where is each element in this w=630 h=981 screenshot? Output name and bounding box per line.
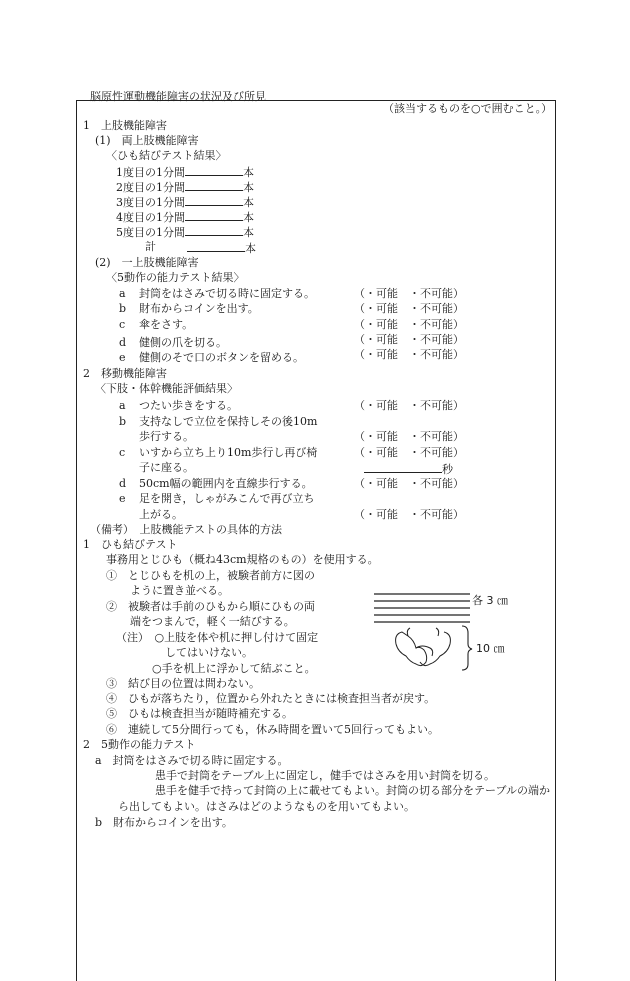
mobility-c-choice[interactable]: （・可能 ・不可能） [354,446,464,459]
mobility-b-choice[interactable]: （・可能 ・不可能） [354,430,464,443]
caution-line2: してはいけない。 [165,646,253,659]
action-e-letter: e [119,351,126,364]
five-actions-method-heading: 2 5動作の能力テスト [83,738,196,751]
mobility-c-seconds: 秒 [364,461,453,477]
action-d-letter: d [119,336,127,349]
string-test-row-1: 1度目の1分間 本 [116,166,254,179]
section2-heading: 2 移動機能障害 [83,367,167,380]
method-a-line3: ら出してもよい。はさみはどのようなものを用いてもよい。 [118,800,415,813]
mobility-a-text: つたい歩きをする。 [139,399,238,412]
mobility-c-line2: 子に座る。 [139,461,194,474]
action-b-letter: b [119,302,127,315]
blank-line[interactable] [364,461,442,473]
step3: ③ 結び目の位置は問わない。 [106,677,260,690]
action-d-text: 健側の爪を切る。 [139,336,227,349]
blank-line[interactable] [185,224,243,236]
action-d-choice[interactable]: （・可能 ・不可能） [354,333,464,346]
action-b-text: 財布からコインを出す。 [139,302,259,315]
string-test-total-label: 計 [145,240,156,253]
notes-heading: （備考） 上肢機能テストの具体的方法 [90,523,283,536]
step5: ⑤ ひもは検査担当が随時補充する。 [106,707,293,720]
method-a-line2: 患手を健手で持って封筒の上に載せてもよい。封筒の切る部分をテーブルの端か [155,784,551,797]
five-actions-heading: 〈5動作の能力テスト結果〉 [106,271,245,284]
method-a-heading: a 封筒をはさみで切る時に固定する。 [95,754,289,767]
string-test-total: 本 [187,240,256,256]
step2-line1: ② 被験者は手前のひもから順にひもの両 [106,600,315,613]
blank-line[interactable] [185,164,243,176]
caution-line1: （注） ○上肢を体や机に押し付けて固定 [116,631,319,644]
step1-line2: ように置き並べる。 [130,584,229,597]
action-a-letter: a [119,287,126,300]
mobility-e-choice[interactable]: （・可能 ・不可能） [354,508,464,521]
mobility-a-choice[interactable]: （・可能 ・不可能） [354,399,464,412]
section1-sub2-heading: (2) 一上肢機能障害 [95,256,199,269]
step1-line1: ① とじひもを机の上，被験者前方に図の [106,569,315,582]
action-c-letter: c [119,318,126,331]
mobility-a-letter: a [119,399,126,412]
string-test-method-heading: 1 ひも結びテスト [83,538,178,551]
action-c-text: 傘をさす。 [139,318,194,331]
document-title: 脳原性運動機能障害の状況及び所見 [90,90,266,103]
blank-line[interactable] [185,194,243,206]
string-test-row-3: 3度目の1分間 本 [116,196,254,209]
mobility-test-heading: 〈下肢・体幹機能評価結果〉 [95,382,238,395]
string-test-row-2: 2度目の1分間 本 [116,181,254,194]
mobility-e-letter: e [119,492,126,505]
step6: ⑥ 連続して5分間行っても，休み時間を置いて5回行ってもよい。 [106,723,439,736]
blank-line[interactable] [185,179,243,191]
action-e-text: 健側のそで口のボタンを留める。 [139,351,304,364]
mobility-c-letter: c [119,446,126,459]
mobility-b-line2: 歩行する。 [139,430,194,443]
caution-line3: ○手を机上に浮かして結ぶこと。 [152,662,316,675]
step4: ④ ひもが落ちたり，位置から外れたときには検査担当者が戻す。 [106,692,436,705]
mobility-b-line1: 支持なしで立位を保持しその後10m [139,415,318,428]
mobility-b-letter: b [119,415,127,428]
spacing-label: 各 3 ㎝ [472,594,508,607]
action-b-choice[interactable]: （・可能 ・不可能） [354,302,464,315]
section1-heading: 1 上肢機能障害 [83,119,167,132]
section1-sub1-heading: (1) 両上肢機能障害 [95,134,199,147]
mobility-d-text: 50cm幅の範囲内を直線歩行する。 [139,477,313,490]
mobility-e-line2: 上がる。 [139,508,183,521]
depth-label: 10 ㎝ [476,642,505,655]
string-layout-diagram [372,588,512,678]
blank-line[interactable] [187,240,245,252]
mobility-c-line1: いすから立ち上り10m歩行し再び椅 [139,446,318,459]
method-b-heading: b 財布からコインを出す。 [95,816,233,829]
blank-line[interactable] [185,209,243,221]
step2-line2: 端をつまんで，軽く一結びする。 [130,615,295,628]
mobility-d-letter: d [119,477,127,490]
string-test-row-5: 5度目の1分間 本 [116,226,254,239]
mobility-d-choice[interactable]: （・可能 ・不可能） [354,477,464,490]
action-c-choice[interactable]: （・可能 ・不可能） [354,318,464,331]
mobility-e-line1: 足を開き，しゃがみこんで再び立ち [139,492,315,505]
method-a-line1: 患手で封筒をテーブル上に固定し，健手ではさみを用い封筒を切る。 [155,769,496,782]
action-e-choice[interactable]: （・可能 ・不可能） [354,348,464,361]
string-test-intro: 事務用とじひも（概ね43cm規格のもの）を使用する。 [106,553,379,566]
instruction-note: （該当するものを○で囲むこと。） [383,102,553,115]
action-a-text: 封筒をはさみで切る時に固定する。 [139,287,315,300]
string-test-row-4: 4度目の1分間 本 [116,211,254,224]
action-a-choice[interactable]: （・可能 ・不可能） [354,287,464,300]
string-test-heading: 〈ひも結びテスト結果〉 [106,149,227,162]
